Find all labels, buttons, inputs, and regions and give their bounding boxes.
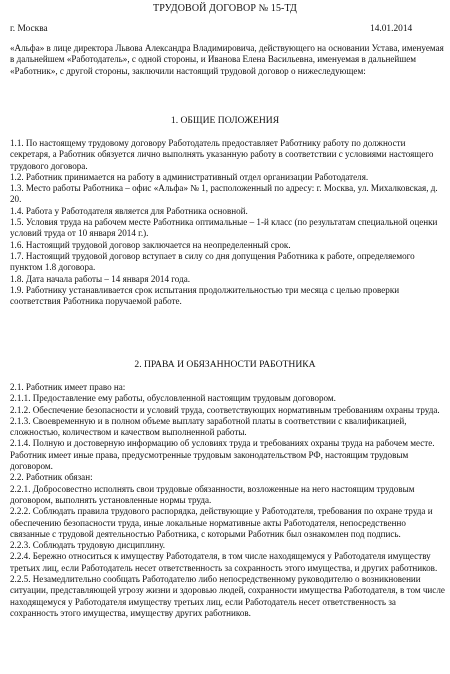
intro-paragraph: «Альфа» в лице директора Львова Александра Владимировича, действующего на основании Устава, именуемая в дальнейшем «Работодатель», с одной стороны, и Иванова Елена Васильевна, именуемая в дальнейшем «Работник», с другой стороны, заключили настоящий трудовой договор о нижеследующем:	[10, 43, 444, 76]
clause-2-1: 2.1. Работник имеет право на:	[10, 382, 126, 392]
clause-2-1-1: 2.1.1. Предоставление ему работы, обусловленной настоящим трудовым договором.	[10, 393, 336, 404]
clause-1-9: 1.9. Работнику устанавливается срок испытания продолжительностью три месяца с целью проверки соответствия Работника поручаемой работе.	[10, 284, 400, 307]
document-title: ТРУДОВОЙ ДОГОВОР № 15-ТД	[153, 3, 297, 14]
clause-1-2: 1.2. Работник принимается на работу в административный отдел организации Работодателя.	[10, 171, 369, 182]
section-1-heading: 1. ОБЩИЕ ПОЛОЖЕНИЯ	[170, 115, 280, 126]
section-1-items	[10, 138, 446, 307]
clause-2-2-5: 2.2.5. Незамедлительно сообщать Работодателю либо непосредственному руководителю о возникновении ситуации, представляющей угрозу жизни и здоровью людей, сохранности имущества Работодателя, в том числе находящемуся у Работодателя имуществу третьих лиц, если Работодатель несет ответственность за сохранность этого имущества, имуществу других работников.	[10, 574, 445, 618]
clause-2-1-3: 2.1.3. Своевременную и в полном объеме выплату заработной платы в соответствии с квалификацией, сложностью, количеством и качеством выполненной работы.	[10, 415, 407, 438]
clause-2-other-rights: Работник имеет иные права, предусмотренные трудовым законодательством РФ, настоящим трудовым договором.	[10, 449, 409, 472]
clause-2-2: 2.2. Работник обязан:	[10, 472, 93, 483]
clause-2-1-4: 2.1.4. Полную и достоверную информацию об условиях труда и требованиях охраны труда на рабочем месте.	[10, 438, 435, 449]
section-2-heading: 2. ПРАВА И ОБЯЗАННОСТИ РАБОТНИКА	[134, 359, 316, 370]
contract-date: 14.01.2014	[370, 24, 413, 34]
contract-city: г. Москва	[10, 24, 48, 34]
clause-2-2-1: 2.2.1. Добросовестно исполнять свои трудовые обязанности, возложенные на него настоящим трудовым договором, выполнять установленные нормы труда.	[10, 483, 415, 505]
section-2-items	[10, 382, 446, 619]
clause-1-7: 1.7. Настоящий трудовой договор вступает в силу со дня допущения Работника к работе, определяемого пунктом 1.8 договора.	[10, 250, 415, 273]
clause-1-1: 1.1. По настоящему трудовому договору Работодатель предоставляет Работнику работу по должности секретаря, а Работник обязуется лично выполнять указанную работу в соответствии с условиями настоящего трудового договора.	[10, 138, 434, 171]
clause-2-2-4: 2.2.4. Бережно относиться к имуществу Работодателя, в том числе находящемуся у Работодателя имуществу третьих лиц, если Работодатель несет ответственность за сохранность этого имущества, и других работников.	[10, 551, 438, 573]
clause-1-6: 1.6. Настоящий трудовой договор заключается на неопределенный срок.	[10, 239, 291, 250]
clause-2-2-2: 2.2.2. Соблюдать правила трудового распорядка, действующие у Работодателя, требования по охране труда и обеспечению безопасности труда, иные локальные нормативные акты Работодателя, непосредственно связанные с трудовой деятельностью Работника, с которыми Работник был ознакомлен под подпись.	[10, 506, 433, 539]
clause-2-1-2: 2.1.2. Обеспечение безопасности и условий труда, соответствующих нормативным требованиям охраны труда.	[10, 404, 440, 415]
clause-1-4: 1.4. Работа у Работодателя является для Работника основной.	[10, 205, 248, 216]
clause-1-8: 1.8. Дата начала работы – 14 января 2014 года.	[10, 273, 191, 284]
clause-1-3: 1.3. Место работы Работника – офис «Альфа» № 1, расположенный по адресу: г. Москва, ул. Михалковская, д. 20.	[10, 183, 438, 205]
clause-2-2-3: 2.2.3. Соблюдать трудовую дисциплину.	[10, 540, 166, 551]
clause-1-5: 1.5. Условия труда на рабочем месте Работника оптимальные – 1-й класс (по результатам специальной оценки условий труда от 10 января 2014 г.).	[10, 217, 438, 239]
